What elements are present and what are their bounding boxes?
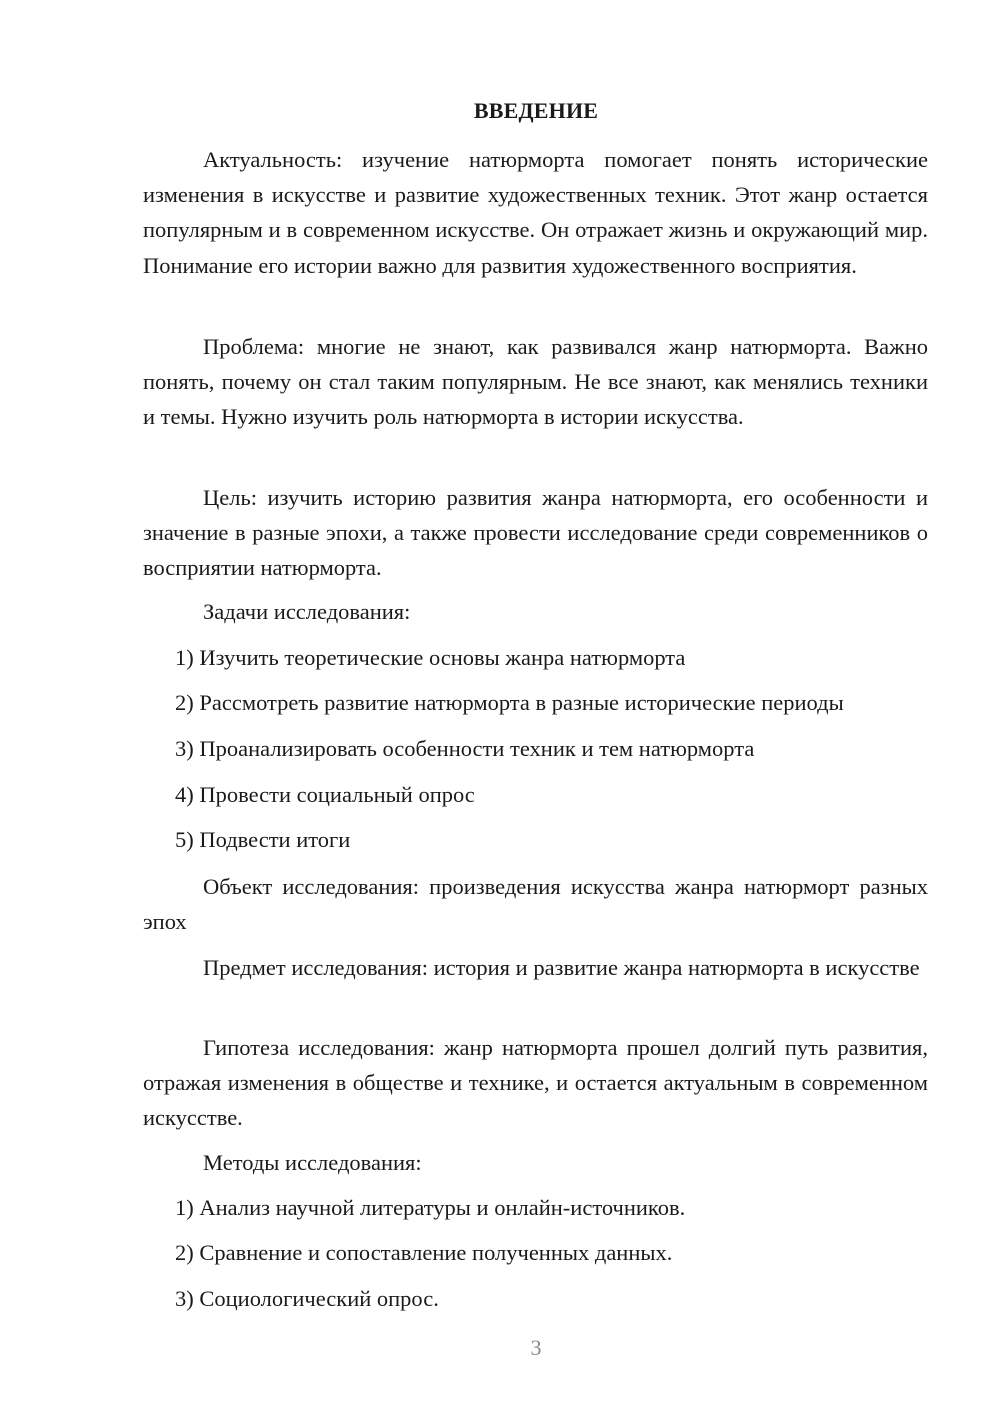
method-item: 3) Социологический опрос.: [175, 1286, 439, 1311]
page-title: ВВЕДЕНИЕ: [473, 98, 599, 123]
relevance-paragraph: Актуальность: изучение натюрморта помогает понять исторические изменения в искусстве и развитие художественных техник. Этот жанр остается популярным и в современном искусстве. Он отражает жизнь и окружающий мир. Понимание его истории важно для развития художественного восприятия.: [143, 147, 928, 278]
task-item: 3) Проанализировать особенности техник и тем натюрморта: [175, 736, 755, 761]
subject-paragraph: Предмет исследования: история и развитие жанра натюрморта в искусстве: [203, 955, 920, 980]
method-item: 2) Сравнение и сопоставление полученных данных.: [175, 1240, 673, 1265]
page-number: 3: [530, 1335, 542, 1360]
task-item: 5) Подвести итоги: [175, 827, 351, 852]
task-item: 1) Изучить теоретические основы жанра натюрморта: [175, 645, 686, 670]
task-item: 2) Рассмотреть развитие натюрморта в разные исторические периоды: [175, 690, 844, 715]
method-item: 1) Анализ научной литературы и онлайн-источников.: [175, 1195, 686, 1220]
object-paragraph: Объект исследования: произведения искусства жанра натюрморт разных эпох: [143, 874, 928, 935]
goal-paragraph: Цель: изучить историю развития жанра натюрморта, его особенности и значение в разные эпохи, а также провести исследование среди современников о восприятии натюрморта.: [143, 485, 928, 581]
task-item: 4) Провести социальный опрос: [175, 782, 475, 807]
tasks-title: Задачи исследования:: [203, 599, 411, 624]
problem-paragraph: Проблема: многие не знают, как развивался жанр натюрморта. Важно понять, почему он стал таким популярным. Не все знают, как менялись техники и темы. Нужно изучить роль натюрморта в истории искусства.: [143, 334, 928, 430]
hypothesis-paragraph: Гипотеза исследования: жанр натюрморта прошел долгий путь развития, отражая изменения в обществе и технике, и остается актуальным в современном искусстве.: [143, 1035, 928, 1131]
methods-title: Методы исследования:: [203, 1150, 422, 1175]
